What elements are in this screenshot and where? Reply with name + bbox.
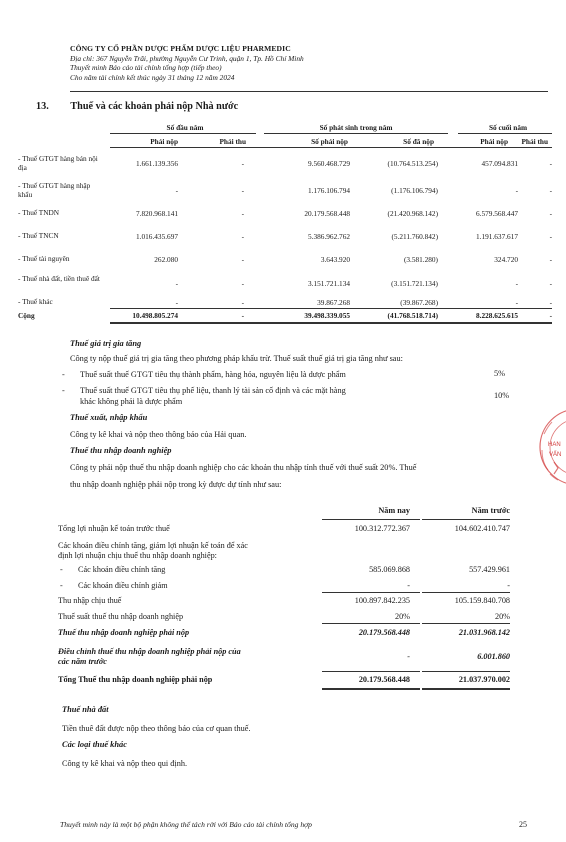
group-rule [264, 133, 448, 134]
row-label: Thuế thu nhập doanh nghiệp phải nộp [58, 628, 190, 637]
cell-opening-payable: 1.016.435.697 [136, 232, 178, 241]
vat-item-1: Thuế suất thuế GTGT tiêu thụ thành phẩm, hàng hóa, nguyên liệu là dược phẩm [80, 370, 346, 379]
subtotal-rule [322, 592, 420, 593]
other-taxes-text: Công ty kê khai và nộp theo qui định. [62, 759, 188, 768]
cell-payable: 39.867.268 [317, 298, 350, 307]
row-label: Các khoản điều chỉnh tăng [78, 565, 166, 574]
other-taxes-heading: Các loại thuế khác [62, 740, 127, 749]
company-name: CÔNG TY CỔ PHẦN DƯỢC PHẨM DƯỢC LIỆU PHARMEDIC [70, 44, 291, 53]
cell-paid: (3.581.280) [403, 255, 438, 264]
row-label: Các khoản điều chỉnh tăng, giảm lợi nhuận kế toán để xác [58, 541, 248, 550]
cell-closing-payable: 457.094.831 [481, 159, 518, 168]
total-paid: (41.768.518.714) [387, 311, 438, 320]
subtotal-rule [422, 623, 510, 624]
col-paid: Số đã nộp [403, 137, 434, 146]
cell-last-year: 21.037.970.002 [458, 675, 510, 684]
seal-text-2: VẤN [549, 452, 562, 458]
row-label: - Thuế TNDN [18, 208, 60, 217]
cell-opening-receivable: - [241, 279, 244, 288]
row-label: Tổng lợi nhuận kế toán trước thuế [58, 524, 170, 533]
cell-paid: (1.176.106.794) [391, 186, 438, 195]
cell-this-year: 20% [394, 612, 410, 621]
group-closing: Số cuối năm [488, 123, 528, 132]
subtotal-rule [110, 308, 552, 309]
cell-closing-receivable: - [549, 279, 552, 288]
section-heading [36, 101, 238, 112]
total-double-rule [110, 322, 552, 324]
header-rule [110, 147, 552, 148]
total-double-rule [422, 688, 510, 690]
cell-opening-receivable: - [241, 209, 244, 218]
cell-this-year: 585.069.868 [369, 565, 410, 574]
row-label: - Thuế nhà đất, tiền thuê đất [18, 274, 100, 283]
cell-opening-receivable: - [241, 298, 244, 307]
land-tax-heading: Thuế nhà đất [62, 705, 109, 714]
cell-opening-payable: - [175, 279, 178, 288]
total-closing-payable: 8.228.625.615 [476, 311, 518, 320]
cell-closing-payable: - [515, 298, 518, 307]
cell-closing-payable: 1.191.637.617 [476, 232, 518, 241]
cell-paid: (21.420.968.142) [387, 209, 438, 218]
cit-text-line-1: Công ty phải nộp thuế thu nhập doanh nghiệp cho các khoản thu nhập tính thuế với thuế suất 20%. Thuế [70, 463, 417, 472]
vat-item-2-line-1: Thuế suất thuế GTGT tiêu thụ phế liệu, thanh lý tài sản cố định và các mặt hàng [80, 386, 346, 395]
cell-last-year: 21.031.968.142 [458, 628, 510, 637]
group-rule [110, 133, 256, 134]
header-divider [70, 91, 548, 92]
total-opening-payable: 10.498.805.274 [132, 311, 178, 320]
row-label: Điều chỉnh thuế thu nhập doanh nghiệp phải nộp của [58, 647, 241, 656]
bullet-dash: - [62, 370, 65, 379]
row-label: Thu nhập chịu thuế [58, 596, 122, 605]
cell-closing-receivable: - [549, 186, 552, 195]
header-rule [422, 519, 510, 520]
footer-note: Thuyết minh này là một bộ phận không thể tách rời với Báo cáo tài chính tổng hợp [60, 820, 312, 829]
row-label: - Thuế khác [18, 297, 53, 306]
subtotal-rule [422, 671, 510, 672]
cell-opening-payable: - [175, 186, 178, 195]
col-last-year: Năm trước [471, 506, 510, 515]
cell-last-year: 6.001.860 [477, 652, 510, 661]
land-tax-text: Tiền thuê đất được nộp theo thông báo của cơ quan thuế. [62, 724, 251, 733]
cell-opening-receivable: - [241, 255, 244, 264]
total-closing-receivable: - [549, 311, 552, 320]
vat-item-2-line-2: khác không phải là dược phẩm [80, 397, 183, 406]
cit-text-line-2: thu nhập doanh nghiệp phải nộp trong kỳ được dự tính như sau: [70, 480, 282, 489]
subtotal-rule [422, 592, 510, 593]
vat-rate-1: 5% [494, 369, 506, 378]
cell-closing-receivable: - [549, 255, 552, 264]
total-opening-receivable: - [241, 311, 244, 320]
row-label: - Thuế GTGT hàng nhập khẩu [18, 181, 91, 199]
cell-paid: (39.867.268) [400, 298, 438, 307]
total-label: Cộng [18, 311, 35, 320]
cell-last-year: - [507, 581, 510, 590]
cell-paid: (3.151.721.134) [391, 279, 438, 288]
cell-closing-receivable: - [549, 232, 552, 241]
document-title: Thuyết minh Báo cáo tài chính tổng hợp (tiếp theo) [70, 63, 222, 73]
row-label: - Thuế GTGT hàng bán nội địa [18, 154, 98, 172]
cell-closing-payable: 6.579.568.447 [476, 209, 518, 218]
cell-paid: (5.211.760.842) [391, 232, 438, 241]
row-label: Các khoản điều chỉnh giảm [78, 581, 168, 590]
cell-closing-payable: - [515, 186, 518, 195]
cell-this-year: - [407, 581, 410, 590]
col-payable3: Phải nộp [480, 137, 508, 146]
cell-closing-receivable: - [549, 159, 552, 168]
cell-this-year: 100.897.842.235 [354, 596, 410, 605]
row-label: các năm trước [58, 657, 107, 666]
cell-this-year: 20.179.568.448 [358, 628, 410, 637]
cell-opening-payable: 7.820.968.141 [136, 209, 178, 218]
page-number: 25 [519, 820, 527, 829]
cell-payable: 9.560.468.729 [308, 159, 350, 168]
seal-text-1: HAN [548, 442, 561, 448]
col-payable: Phải nộp [150, 137, 178, 146]
col-payable2: Số phải nộp [311, 137, 348, 146]
header-rule [322, 519, 420, 520]
bullet-dash: - [60, 581, 63, 590]
cell-opening-receivable: - [241, 159, 244, 168]
group-movement: Số phát sinh trong năm [319, 123, 393, 132]
cell-closing-receivable: - [549, 298, 552, 307]
cell-payable: 1.176.106.794 [308, 186, 350, 195]
row-label: - Thuế TNCN [18, 231, 59, 240]
cell-payable: 20.179.568.448 [304, 209, 350, 218]
subtotal-rule [322, 623, 420, 624]
row-label: định lợi nhuận chịu thuế thu nhập doanh nghiệp: [58, 551, 217, 560]
col-this-year: Năm nay [378, 506, 410, 515]
cell-closing-payable: 324.720 [494, 255, 518, 264]
vat-rate-2: 10% [494, 391, 510, 400]
company-seal-stamp [538, 404, 566, 490]
section-number: 13. [36, 101, 49, 112]
group-opening: Số đầu năm [166, 123, 204, 132]
vat-heading: Thuế giá trị gia tăng [70, 339, 142, 348]
cell-this-year: 100.312.772.367 [354, 524, 410, 533]
cit-heading: Thuế thu nhập doanh nghiệp [70, 446, 172, 455]
cell-payable: 3.151.721.134 [308, 279, 350, 288]
cell-last-year: 105.159.840.708 [454, 596, 510, 605]
cell-paid: (10.764.513.254) [387, 159, 438, 168]
cell-opening-payable: 1.661.139.356 [136, 159, 178, 168]
cell-closing-receivable: - [549, 209, 552, 218]
cell-closing-payable: - [515, 279, 518, 288]
row-label: Tổng Thuế thu nhập doanh nghiệp phải nộp [58, 675, 213, 684]
cell-last-year: 104.602.410.747 [454, 524, 510, 533]
group-rule [458, 133, 552, 134]
cell-opening-receivable: - [241, 232, 244, 241]
row-label: - Thuế tài nguyên [18, 254, 70, 263]
total-payable: 39.498.339.055 [304, 311, 350, 320]
cell-payable: 5.386.962.762 [308, 232, 350, 241]
import-export-heading: Thuế xuất, nhập khẩu [70, 413, 148, 422]
bullet-dash: - [62, 386, 65, 395]
cell-opening-payable: - [175, 298, 178, 307]
row-label: Thuế suất thuế thu nhập doanh nghiệp [58, 612, 184, 621]
company-address: Địa chỉ: 367 Nguyễn Trãi, phường Nguyễn Cư Trinh, quận 1, Tp. Hồ Chí Minh [70, 53, 304, 63]
col-receivable3: Phải thu [521, 137, 548, 146]
document-header [70, 44, 304, 82]
total-double-rule [322, 688, 420, 690]
reporting-period: Cho năm tài chính kết thúc ngày 31 tháng 12 năm 2024 [70, 72, 235, 82]
vat-intro: Công ty nộp thuế giá trị gia tăng theo phương pháp khấu trừ. Thuế suất thuế giá trị gia tăng như sau: [70, 354, 403, 363]
bullet-dash: - [60, 565, 63, 574]
cell-payable: 3.643.920 [320, 255, 350, 264]
cell-last-year: 557.429.961 [469, 565, 510, 574]
import-export-text: Công ty kê khai và nộp theo thông báo của Hải quan. [70, 430, 247, 439]
cell-this-year: 20.179.568.448 [358, 675, 410, 684]
cell-this-year: - [407, 652, 410, 661]
section-title: Thuế và các khoản phải nộp Nhà nước [70, 101, 239, 112]
subtotal-rule [322, 671, 420, 672]
cell-opening-receivable: - [241, 186, 244, 195]
cell-opening-payable: 262.080 [154, 255, 178, 264]
col-receivable: Phải thu [219, 137, 246, 146]
cell-last-year: 20% [494, 612, 510, 621]
